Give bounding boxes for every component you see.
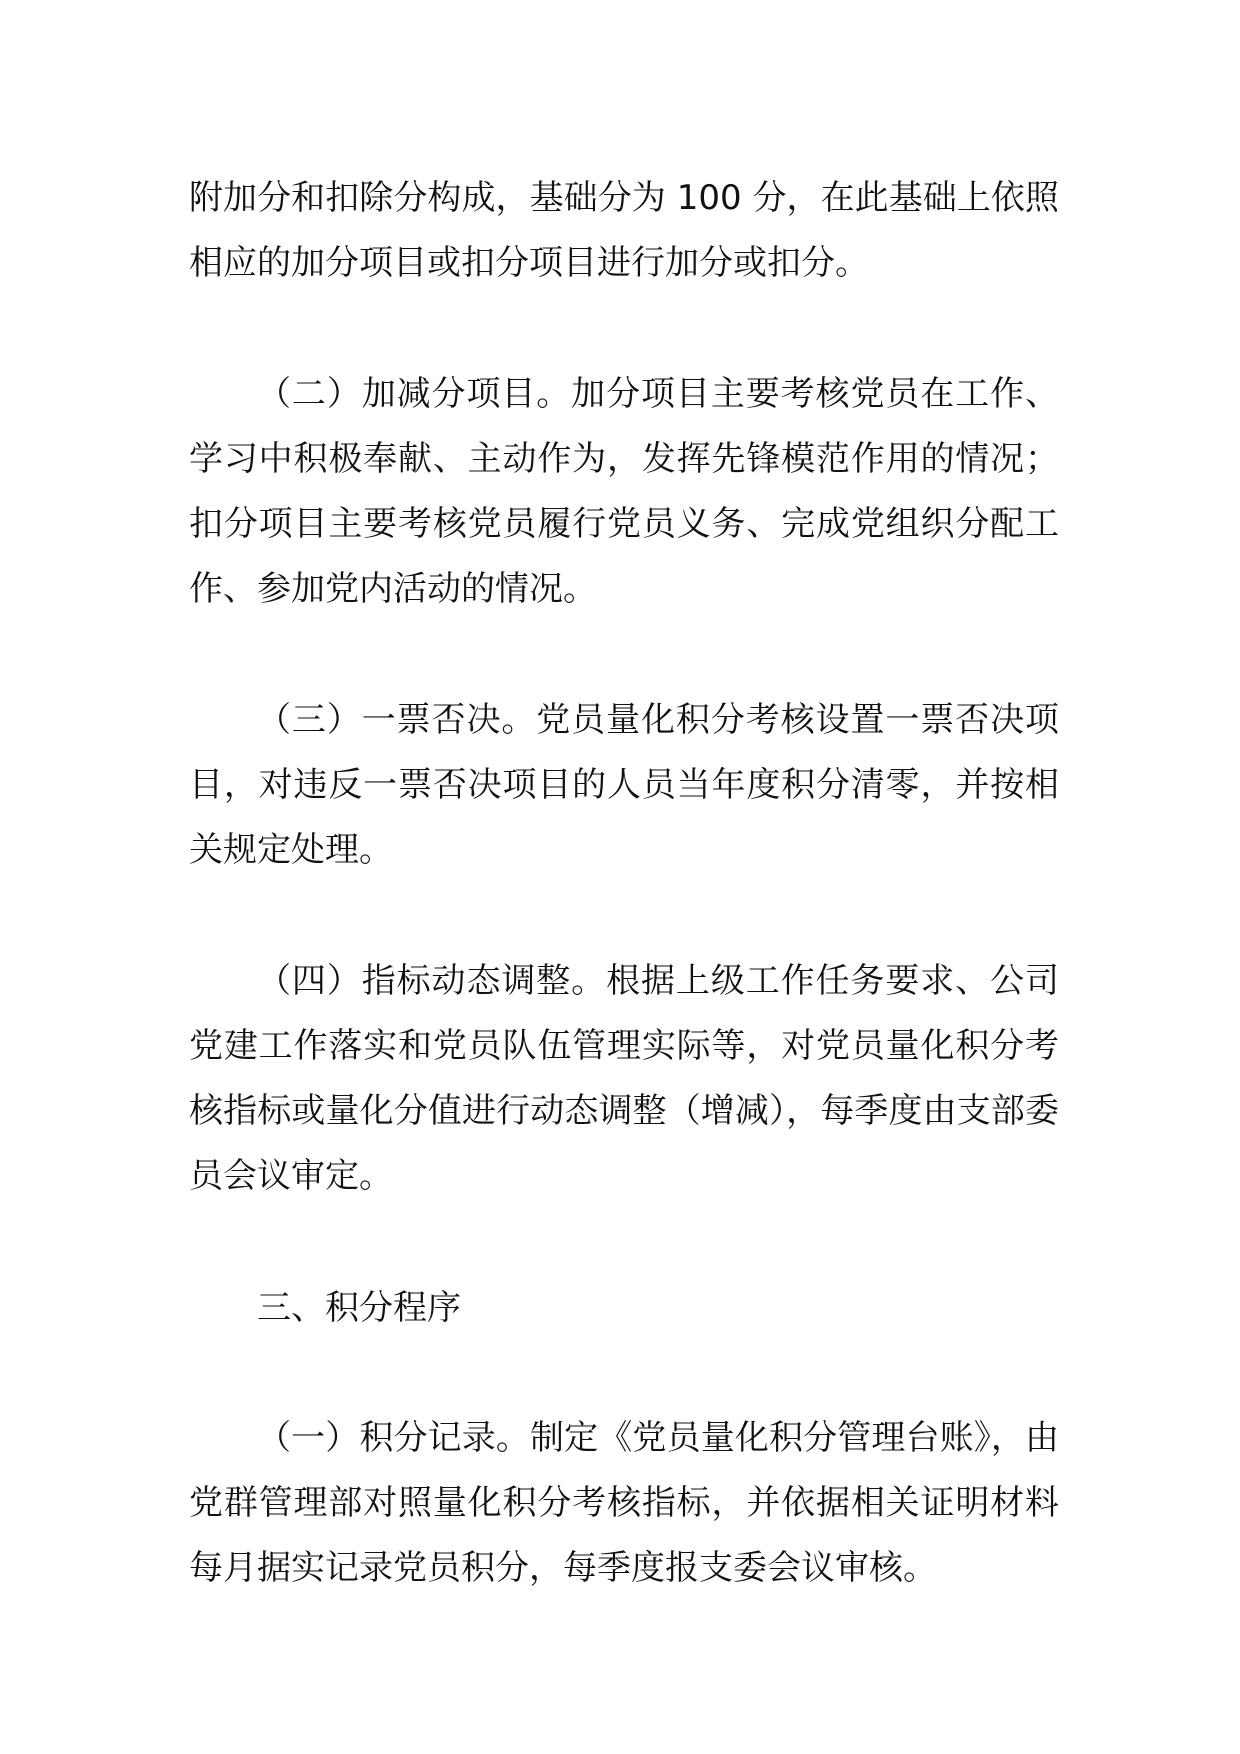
paragraph-continuation: 附加分和扣除分构成，基础分为 100 分，在此基础上依照相应的加分项目或扣分项目进行加分或扣分。 xyxy=(189,178,1059,283)
paragraph-one-vote-veto: （三）一票否决。党员量化积分考核设置一票否决项目，对违反一票否决项目的人员当年度积分清零，并按相关规定处理。 xyxy=(189,700,1059,870)
paragraph-bonus-deduction-items: （二）加减分项目。加分项目主要考核党员在工作、学习中积极奉献、主动作为，发挥先锋模范作用的情况；扣分项目主要考核党员履行党员义务、完成党组织分配工作、参加党内活动的情况。 xyxy=(189,374,1059,609)
paragraph-dynamic-adjustment: （四）指标动态调整。根据上级工作任务要求、公司党建工作落实和党员队伍管理实际等，对党员量化积分考核指标或量化分值进行动态调整（增减），每季度由支部委员会议审定。 xyxy=(189,961,1059,1196)
section-heading-scoring-procedure: 三、积分程序 xyxy=(257,1288,461,1328)
paragraph-score-recording: （一）积分记录。制定《党员量化积分管理台账》，由党群管理部对照量化积分考核指标，并依据相关证明材料每月据实记录党员积分，每季度报支委会议审核。 xyxy=(189,1418,1059,1588)
